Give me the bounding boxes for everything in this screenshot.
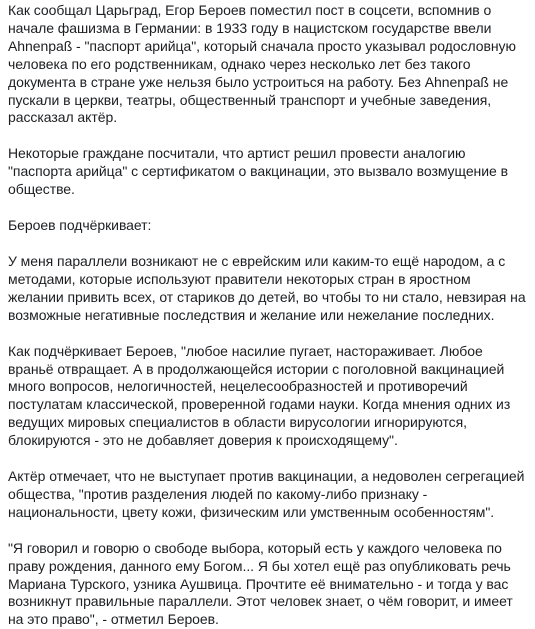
paragraph-public-reaction: Некоторые граждане посчитали, что артист решил провести аналогию "паспорта арийца" с сертификатом о вакцинации, это вызвало возмущение в обществе. xyxy=(8,145,508,198)
paragraph-intro: Как сообщал Царьград, Егор Бероев поместил пост в соцсети, вспомнив о начале фашизма в Германии: в 1933 году в нацистском государстве ввели Ahnenpaß - "паспорт арийца", который сначала просто указывал родословную человека по его родственникам, однако через несколько лет без такого документа в стране уже нельзя было устроиться на работу. Без Ahnenpaß не пускали в церкви, театры, общественный транспорт и учебные заведения, рассказал актёр. xyxy=(8,2,516,126)
paragraph-quote-violence: Как подчёркивает Бероев, "любое насилие пугает, настораживает. Любое враньё отвращает. А в продолжающейся истории с поголовной вакцинацией много вопросов, нелогичностей, нецелесообразностей и противоречий постулатам классической, проверенной годами науки. Когда мнения одних из ведущих мировых специалистов в области вирусологии игнорируются, блокируются - это не добавляет доверия к происходящему". xyxy=(8,342,511,449)
paragraph-closing-quote: "Я говорил и говорю о свободе выбора, который есть у каждого человека по праву рождения, данного ему Богом... Я бы хотел ещё раз опубликовать речь Мариана Турского, узника Аушвица. Прочтите её внимательно - и тогда у вас возникнут правильные параллели. Этот человек знает, о чём говорит, и имеет на это право", - отметил Бероев. xyxy=(8,539,513,628)
paragraph-segregation: Актёр отмечает, что не выступает против вакцинации, а недоволен сегрегацией общества, "против разделения людей по какому-либо признаку - национальности, цвету кожи, физическим или умственным особенностям". xyxy=(8,468,525,520)
paragraph-emphasis-lead: Бероев подчёркивает: xyxy=(8,217,152,234)
paragraph-quote-parallels: У меня параллели возникают не с еврейским или каким-то ещё народом, а с методами, которые используют правители некоторых стран в яростном желании привить всех, от стариков до детей, во чтобы то ни стало, невзирая на возможные негативные последствия и желание или нежелание последних. xyxy=(8,252,526,323)
